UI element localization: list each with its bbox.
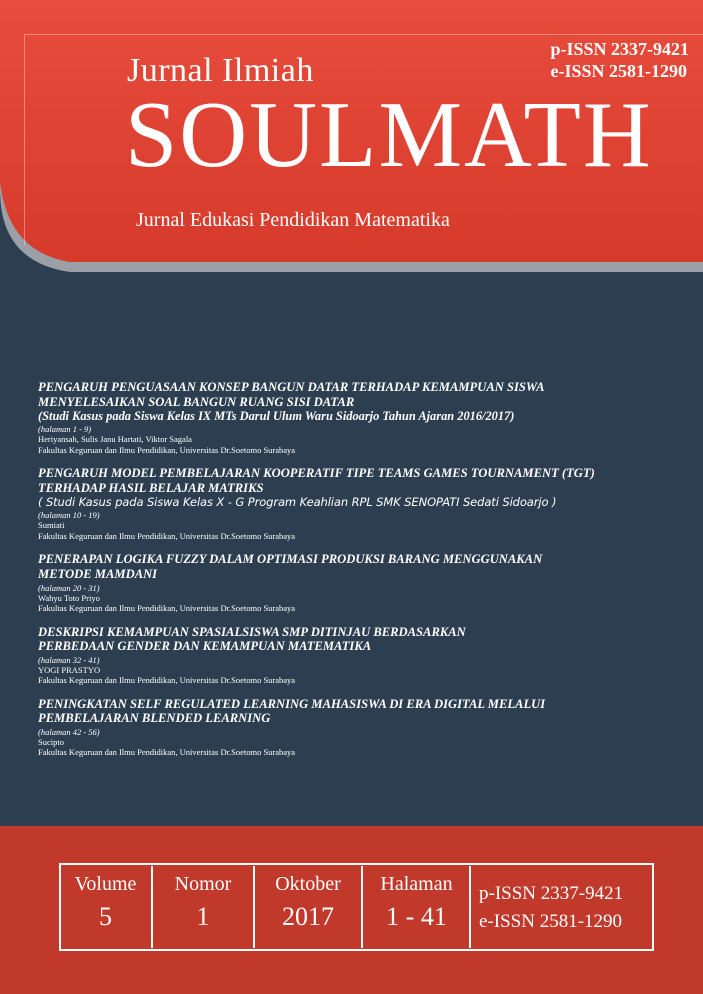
nomor-label: Nomor	[174, 873, 232, 895]
article-authors: Wahyu Toto Priyo	[38, 592, 100, 603]
article-authors: Heriyansah, Sulis Janu Hartati, Viktor Sagala	[38, 434, 192, 445]
issn-block	[550, 38, 689, 82]
article-item	[38, 625, 658, 686]
journal-label: Jurnal Ilmiah	[127, 52, 314, 89]
volume-value: 5	[99, 902, 112, 931]
article-pages: (halaman 42 - 56)	[38, 726, 100, 737]
article-affiliation: Fakultas Keguruan dan Ilmu Pendidikan, Universitas Dr.Soetomo Surabaya	[38, 747, 296, 758]
article-item	[38, 380, 658, 455]
article-pages: (halaman 32 - 41)	[38, 654, 100, 665]
article-affiliation: Fakultas Keguruan dan Ilmu Pendidikan, Universitas Dr.Soetomo Surabaya	[38, 603, 296, 614]
halaman-label: Halaman	[380, 873, 453, 895]
article-pages: (halaman 20 - 31)	[38, 582, 100, 593]
article-subtitle: ( Studi Kasus pada Siswa Kelas X - G Program Keahlian RPL SMK SENOPATI Sedati Sidoarjo )	[38, 495, 557, 510]
article-item	[38, 466, 658, 541]
volume-cell	[59, 863, 152, 951]
p-issn: p-ISSN 2337-9421	[550, 39, 689, 59]
article-title: PERBEDAAN GENDER DAN KEMAMPUAN MATEMATIKA	[38, 639, 372, 654]
volume-label: Volume	[74, 873, 137, 895]
article-affiliation: Fakultas Keguruan dan Ilmu Pendidikan, Universitas Dr.Soetomo Surabaya	[38, 675, 296, 686]
e-issn: e-ISSN 2581-1290	[550, 61, 687, 81]
halaman-cell	[363, 863, 470, 951]
article-pages: (halaman 10 - 19)	[38, 510, 100, 521]
article-title: PENINGKATAN SELF REGULATED LEARNING MAHASISWA DI ERA DIGITAL MELALUI	[38, 696, 546, 711]
date-cell	[255, 863, 361, 951]
e-issn-footer: e-ISSN 2581-1290	[479, 911, 623, 932]
article-title: PENGARUH PENGUASAAN KONSEP BANGUN DATAR TERHADAP KEMAMPUAN SISWA	[38, 380, 545, 394]
article-subtitle: (Studi Kasus pada Siswa Kelas IX MTs Darul Ulum Waru Sidoarjo Tahun Ajaran 2016/2017)	[38, 409, 515, 424]
article-authors: Sucipto	[38, 736, 64, 747]
article-title: METODE MAMDANI	[38, 566, 158, 581]
article-item	[38, 697, 658, 758]
month-label: Oktober	[275, 873, 341, 895]
cover-header	[0, 0, 703, 272]
article-authors: Sumiati	[38, 520, 65, 531]
article-title: DESKRIPSI KEMAMPUAN SPASIALSISWA SMP DITINJAU BERDASARKAN	[38, 624, 466, 639]
year-value: 2017	[282, 902, 334, 931]
journal-subtitle: Jurnal Edukasi Pendidikan Matematika	[136, 209, 450, 231]
article-item	[38, 552, 658, 613]
article-affiliation: Fakultas Keguruan dan Ilmu Pendidikan, Universitas Dr.Soetomo Surabaya	[38, 444, 296, 455]
halaman-value: 1 - 41	[386, 902, 447, 931]
nomor-value: 1	[196, 902, 210, 931]
article-pages: (halaman 1 - 9)	[38, 424, 92, 435]
article-title: PENERAPAN LOGIKA FUZZY DALAM OPTIMASI PRODUKSI BARANG MENGGUNAKAN	[38, 552, 543, 567]
article-authors: YOGI PRASTYO	[38, 664, 101, 675]
article-list	[38, 380, 658, 769]
article-title: PEMBELAJARAN BLENDED LEARNING	[38, 711, 271, 726]
article-affiliation: Fakultas Keguruan dan Ilmu Pendidikan, Universitas Dr.Soetomo Surabaya	[38, 530, 296, 541]
nomor-cell	[153, 863, 253, 951]
journal-name: SOULMATH	[125, 83, 653, 187]
p-issn-footer: p-ISSN 2337-9421	[479, 883, 624, 904]
article-title: MENYELESAIKAN SOAL BANGUN RUANG SISI DATAR	[38, 394, 355, 409]
article-title: TERHADAP HASIL BELAJAR MATRIKS	[38, 480, 264, 495]
issn-cell	[471, 863, 654, 951]
article-title: PENGARUH MODEL PEMBELAJARAN KOOPERATIF TIPE TEAMS GAMES TOURNAMENT (TGT)	[38, 466, 595, 481]
